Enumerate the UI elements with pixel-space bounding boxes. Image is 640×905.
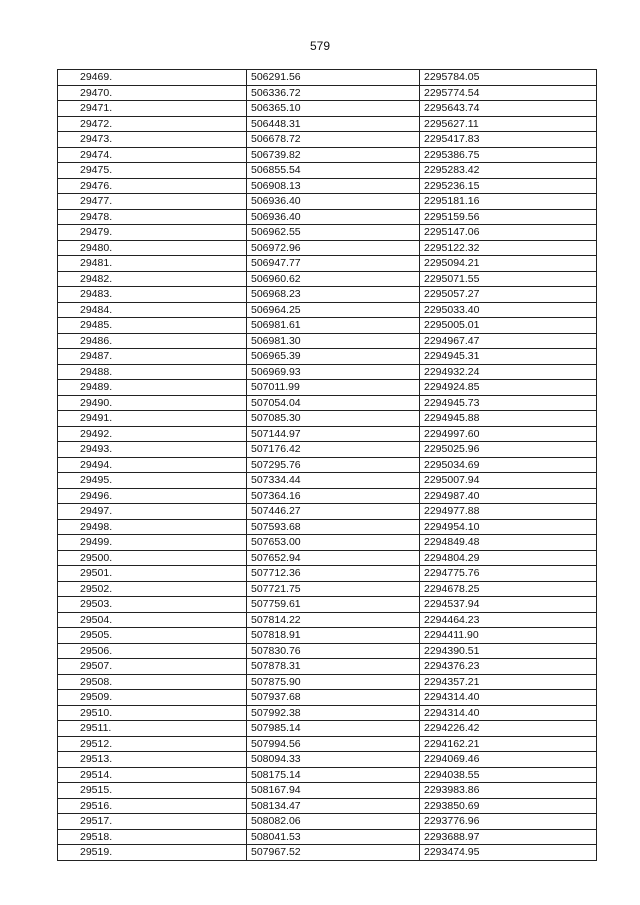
x-coordinate-cell: 506855.54: [247, 163, 420, 179]
point-id-cell: 29482.: [58, 271, 247, 287]
x-coordinate-cell: 507875.90: [247, 674, 420, 690]
point-id-cell: 29472.: [58, 116, 247, 132]
point-id-cell: 29473.: [58, 132, 247, 148]
y-coordinate-cell: 2295784.05: [420, 70, 597, 86]
table-row: [58, 426, 597, 442]
y-coordinate-cell: 2295122.32: [420, 240, 597, 256]
point-id-cell: 29507.: [58, 659, 247, 675]
x-coordinate-cell: 506965.39: [247, 349, 420, 365]
table-row: [58, 752, 597, 768]
x-coordinate-cell: 506947.77: [247, 256, 420, 272]
x-coordinate-cell: 508082.06: [247, 814, 420, 830]
point-id-cell: 29517.: [58, 814, 247, 830]
x-coordinate-cell: 507937.68: [247, 690, 420, 706]
x-coordinate-cell: 507814.22: [247, 612, 420, 628]
point-id-cell: 29491.: [58, 411, 247, 427]
y-coordinate-cell: 2294997.60: [420, 426, 597, 442]
point-id-cell: 29492.: [58, 426, 247, 442]
y-coordinate-cell: 2294945.31: [420, 349, 597, 365]
table-row: [58, 287, 597, 303]
x-coordinate-cell: 507994.56: [247, 736, 420, 752]
y-coordinate-cell: 2294804.29: [420, 550, 597, 566]
table-row: [58, 829, 597, 845]
table-row: [58, 147, 597, 163]
y-coordinate-cell: 2295236.15: [420, 178, 597, 194]
y-coordinate-cell: 2295181.16: [420, 194, 597, 210]
table-row: [58, 488, 597, 504]
point-id-cell: 29495.: [58, 473, 247, 489]
y-coordinate-cell: 2295007.94: [420, 473, 597, 489]
y-coordinate-cell: 2294390.51: [420, 643, 597, 659]
x-coordinate-cell: 507967.52: [247, 845, 420, 861]
x-coordinate-cell: 507011.99: [247, 380, 420, 396]
point-id-cell: 29471.: [58, 101, 247, 117]
x-coordinate-cell: 506908.13: [247, 178, 420, 194]
x-coordinate-cell: 507992.38: [247, 705, 420, 721]
point-id-cell: 29510.: [58, 705, 247, 721]
y-coordinate-cell: 2293474.95: [420, 845, 597, 861]
x-coordinate-cell: 507334.44: [247, 473, 420, 489]
y-coordinate-cell: 2294537.94: [420, 597, 597, 613]
table-row: [58, 705, 597, 721]
table-row: [58, 116, 597, 132]
table-row: [58, 380, 597, 396]
x-coordinate-cell: 507830.76: [247, 643, 420, 659]
table-row: [58, 333, 597, 349]
x-coordinate-cell: 507054.04: [247, 395, 420, 411]
y-coordinate-cell: 2294987.40: [420, 488, 597, 504]
table-row: [58, 690, 597, 706]
point-id-cell: 29476.: [58, 178, 247, 194]
table-row: [58, 442, 597, 458]
x-coordinate-cell: 508167.94: [247, 783, 420, 799]
point-id-cell: 29489.: [58, 380, 247, 396]
table-row: [58, 178, 597, 194]
y-coordinate-cell: 2294678.25: [420, 581, 597, 597]
point-id-cell: 29499.: [58, 535, 247, 551]
y-coordinate-cell: 2294376.23: [420, 659, 597, 675]
y-coordinate-cell: 2295643.74: [420, 101, 597, 117]
x-coordinate-cell: 507653.00: [247, 535, 420, 551]
x-coordinate-cell: 507721.75: [247, 581, 420, 597]
point-id-cell: 29515.: [58, 783, 247, 799]
y-coordinate-cell: 2294226.42: [420, 721, 597, 737]
y-coordinate-cell: 2295417.83: [420, 132, 597, 148]
x-coordinate-cell: 507364.16: [247, 488, 420, 504]
point-id-cell: 29493.: [58, 442, 247, 458]
table-row: [58, 240, 597, 256]
y-coordinate-cell: 2293688.97: [420, 829, 597, 845]
y-coordinate-cell: 2294069.46: [420, 752, 597, 768]
y-coordinate-cell: 2294924.85: [420, 380, 597, 396]
table-row: [58, 612, 597, 628]
point-id-cell: 29470.: [58, 85, 247, 101]
table-row: [58, 271, 597, 287]
point-id-cell: 29501.: [58, 566, 247, 582]
y-coordinate-cell: 2293850.69: [420, 798, 597, 814]
page-number: 579: [309, 39, 331, 53]
table-row: [58, 70, 597, 86]
x-coordinate-cell: 506291.56: [247, 70, 420, 86]
point-id-cell: 29480.: [58, 240, 247, 256]
table-row: [58, 194, 597, 210]
point-id-cell: 29508.: [58, 674, 247, 690]
point-id-cell: 29469.: [58, 70, 247, 86]
x-coordinate-cell: 506981.61: [247, 318, 420, 334]
x-coordinate-cell: 507652.94: [247, 550, 420, 566]
table-row: [58, 256, 597, 272]
y-coordinate-cell: 2294932.24: [420, 364, 597, 380]
x-coordinate-cell: 506962.55: [247, 225, 420, 241]
table-row: [58, 845, 597, 861]
table-row: [58, 767, 597, 783]
y-coordinate-cell: 2295034.69: [420, 457, 597, 473]
point-id-cell: 29485.: [58, 318, 247, 334]
point-id-cell: 29479.: [58, 225, 247, 241]
y-coordinate-cell: 2295033.40: [420, 302, 597, 318]
table-row: [58, 783, 597, 799]
table-row: [58, 349, 597, 365]
point-id-cell: 29478.: [58, 209, 247, 225]
x-coordinate-cell: 507985.14: [247, 721, 420, 737]
y-coordinate-cell: 2294775.76: [420, 566, 597, 582]
x-coordinate-cell: 507593.68: [247, 519, 420, 535]
x-coordinate-cell: 506972.96: [247, 240, 420, 256]
x-coordinate-cell: 507295.76: [247, 457, 420, 473]
point-id-cell: 29513.: [58, 752, 247, 768]
y-coordinate-cell: 2294314.40: [420, 705, 597, 721]
table-row: [58, 535, 597, 551]
y-coordinate-cell: 2294945.88: [420, 411, 597, 427]
y-coordinate-cell: 2294977.88: [420, 504, 597, 520]
point-id-cell: 29490.: [58, 395, 247, 411]
table-row: [58, 457, 597, 473]
x-coordinate-cell: 506936.40: [247, 194, 420, 210]
table-row: [58, 643, 597, 659]
y-coordinate-cell: 2295386.75: [420, 147, 597, 163]
table-row: [58, 581, 597, 597]
table-row: [58, 395, 597, 411]
point-id-cell: 29483.: [58, 287, 247, 303]
point-id-cell: 29496.: [58, 488, 247, 504]
point-id-cell: 29506.: [58, 643, 247, 659]
coordinates-table-body: [58, 70, 597, 861]
y-coordinate-cell: 2295283.42: [420, 163, 597, 179]
table-row: [58, 504, 597, 520]
point-id-cell: 29477.: [58, 194, 247, 210]
table-row: [58, 597, 597, 613]
y-coordinate-cell: 2295159.56: [420, 209, 597, 225]
point-id-cell: 29484.: [58, 302, 247, 318]
y-coordinate-cell: 2295005.01: [420, 318, 597, 334]
y-coordinate-cell: 2294954.10: [420, 519, 597, 535]
point-id-cell: 29475.: [58, 163, 247, 179]
y-coordinate-cell: 2294162.21: [420, 736, 597, 752]
table-row: [58, 674, 597, 690]
y-coordinate-cell: 2295147.06: [420, 225, 597, 241]
table-row: [58, 550, 597, 566]
y-coordinate-cell: 2294464.23: [420, 612, 597, 628]
y-coordinate-cell: 2295025.96: [420, 442, 597, 458]
table-row: [58, 85, 597, 101]
point-id-cell: 29516.: [58, 798, 247, 814]
x-coordinate-cell: 506969.93: [247, 364, 420, 380]
x-coordinate-cell: 506964.25: [247, 302, 420, 318]
x-coordinate-cell: 507446.27: [247, 504, 420, 520]
table-row: [58, 473, 597, 489]
y-coordinate-cell: 2294967.47: [420, 333, 597, 349]
table-row: [58, 364, 597, 380]
y-coordinate-cell: 2294357.21: [420, 674, 597, 690]
table-row: [58, 132, 597, 148]
x-coordinate-cell: 506936.40: [247, 209, 420, 225]
x-coordinate-cell: 507759.61: [247, 597, 420, 613]
point-id-cell: 29518.: [58, 829, 247, 845]
point-id-cell: 29512.: [58, 736, 247, 752]
x-coordinate-cell: 506678.72: [247, 132, 420, 148]
table-row: [58, 302, 597, 318]
table-row: [58, 798, 597, 814]
point-id-cell: 29494.: [58, 457, 247, 473]
y-coordinate-cell: 2294849.48: [420, 535, 597, 551]
x-coordinate-cell: 507818.91: [247, 628, 420, 644]
table-row: [58, 736, 597, 752]
x-coordinate-cell: 506739.82: [247, 147, 420, 163]
x-coordinate-cell: 508094.33: [247, 752, 420, 768]
point-id-cell: 29505.: [58, 628, 247, 644]
point-id-cell: 29481.: [58, 256, 247, 272]
x-coordinate-cell: 506968.23: [247, 287, 420, 303]
table-row: [58, 411, 597, 427]
table-row: [58, 566, 597, 582]
x-coordinate-cell: 508041.53: [247, 829, 420, 845]
point-id-cell: 29514.: [58, 767, 247, 783]
table-row: [58, 814, 597, 830]
point-id-cell: 29519.: [58, 845, 247, 861]
x-coordinate-cell: 507085.30: [247, 411, 420, 427]
table-row: [58, 225, 597, 241]
y-coordinate-cell: 2293776.96: [420, 814, 597, 830]
x-coordinate-cell: 507144.97: [247, 426, 420, 442]
point-id-cell: 29474.: [58, 147, 247, 163]
coordinates-table: [57, 69, 597, 861]
table-row: [58, 659, 597, 675]
point-id-cell: 29502.: [58, 581, 247, 597]
x-coordinate-cell: 508134.47: [247, 798, 420, 814]
y-coordinate-cell: 2295071.55: [420, 271, 597, 287]
table-row: [58, 721, 597, 737]
x-coordinate-cell: 506960.62: [247, 271, 420, 287]
table-row: [58, 163, 597, 179]
table-row: [58, 209, 597, 225]
y-coordinate-cell: 2295057.27: [420, 287, 597, 303]
point-id-cell: 29504.: [58, 612, 247, 628]
point-id-cell: 29486.: [58, 333, 247, 349]
x-coordinate-cell: 508175.14: [247, 767, 420, 783]
x-coordinate-cell: 506448.31: [247, 116, 420, 132]
point-id-cell: 29497.: [58, 504, 247, 520]
y-coordinate-cell: 2293983.86: [420, 783, 597, 799]
y-coordinate-cell: 2294411.90: [420, 628, 597, 644]
x-coordinate-cell: 506336.72: [247, 85, 420, 101]
x-coordinate-cell: 507176.42: [247, 442, 420, 458]
y-coordinate-cell: 2294314.40: [420, 690, 597, 706]
table-row: [58, 101, 597, 117]
y-coordinate-cell: 2294038.55: [420, 767, 597, 783]
point-id-cell: 29488.: [58, 364, 247, 380]
point-id-cell: 29509.: [58, 690, 247, 706]
point-id-cell: 29487.: [58, 349, 247, 365]
x-coordinate-cell: 507878.31: [247, 659, 420, 675]
x-coordinate-cell: 506981.30: [247, 333, 420, 349]
point-id-cell: 29503.: [58, 597, 247, 613]
table-row: [58, 628, 597, 644]
x-coordinate-cell: 506365.10: [247, 101, 420, 117]
table-row: [58, 519, 597, 535]
y-coordinate-cell: 2295094.21: [420, 256, 597, 272]
table-row: [58, 318, 597, 334]
point-id-cell: 29498.: [58, 519, 247, 535]
x-coordinate-cell: 507712.36: [247, 566, 420, 582]
point-id-cell: 29500.: [58, 550, 247, 566]
y-coordinate-cell: 2295627.11: [420, 116, 597, 132]
point-id-cell: 29511.: [58, 721, 247, 737]
y-coordinate-cell: 2295774.54: [420, 85, 597, 101]
y-coordinate-cell: 2294945.73: [420, 395, 597, 411]
